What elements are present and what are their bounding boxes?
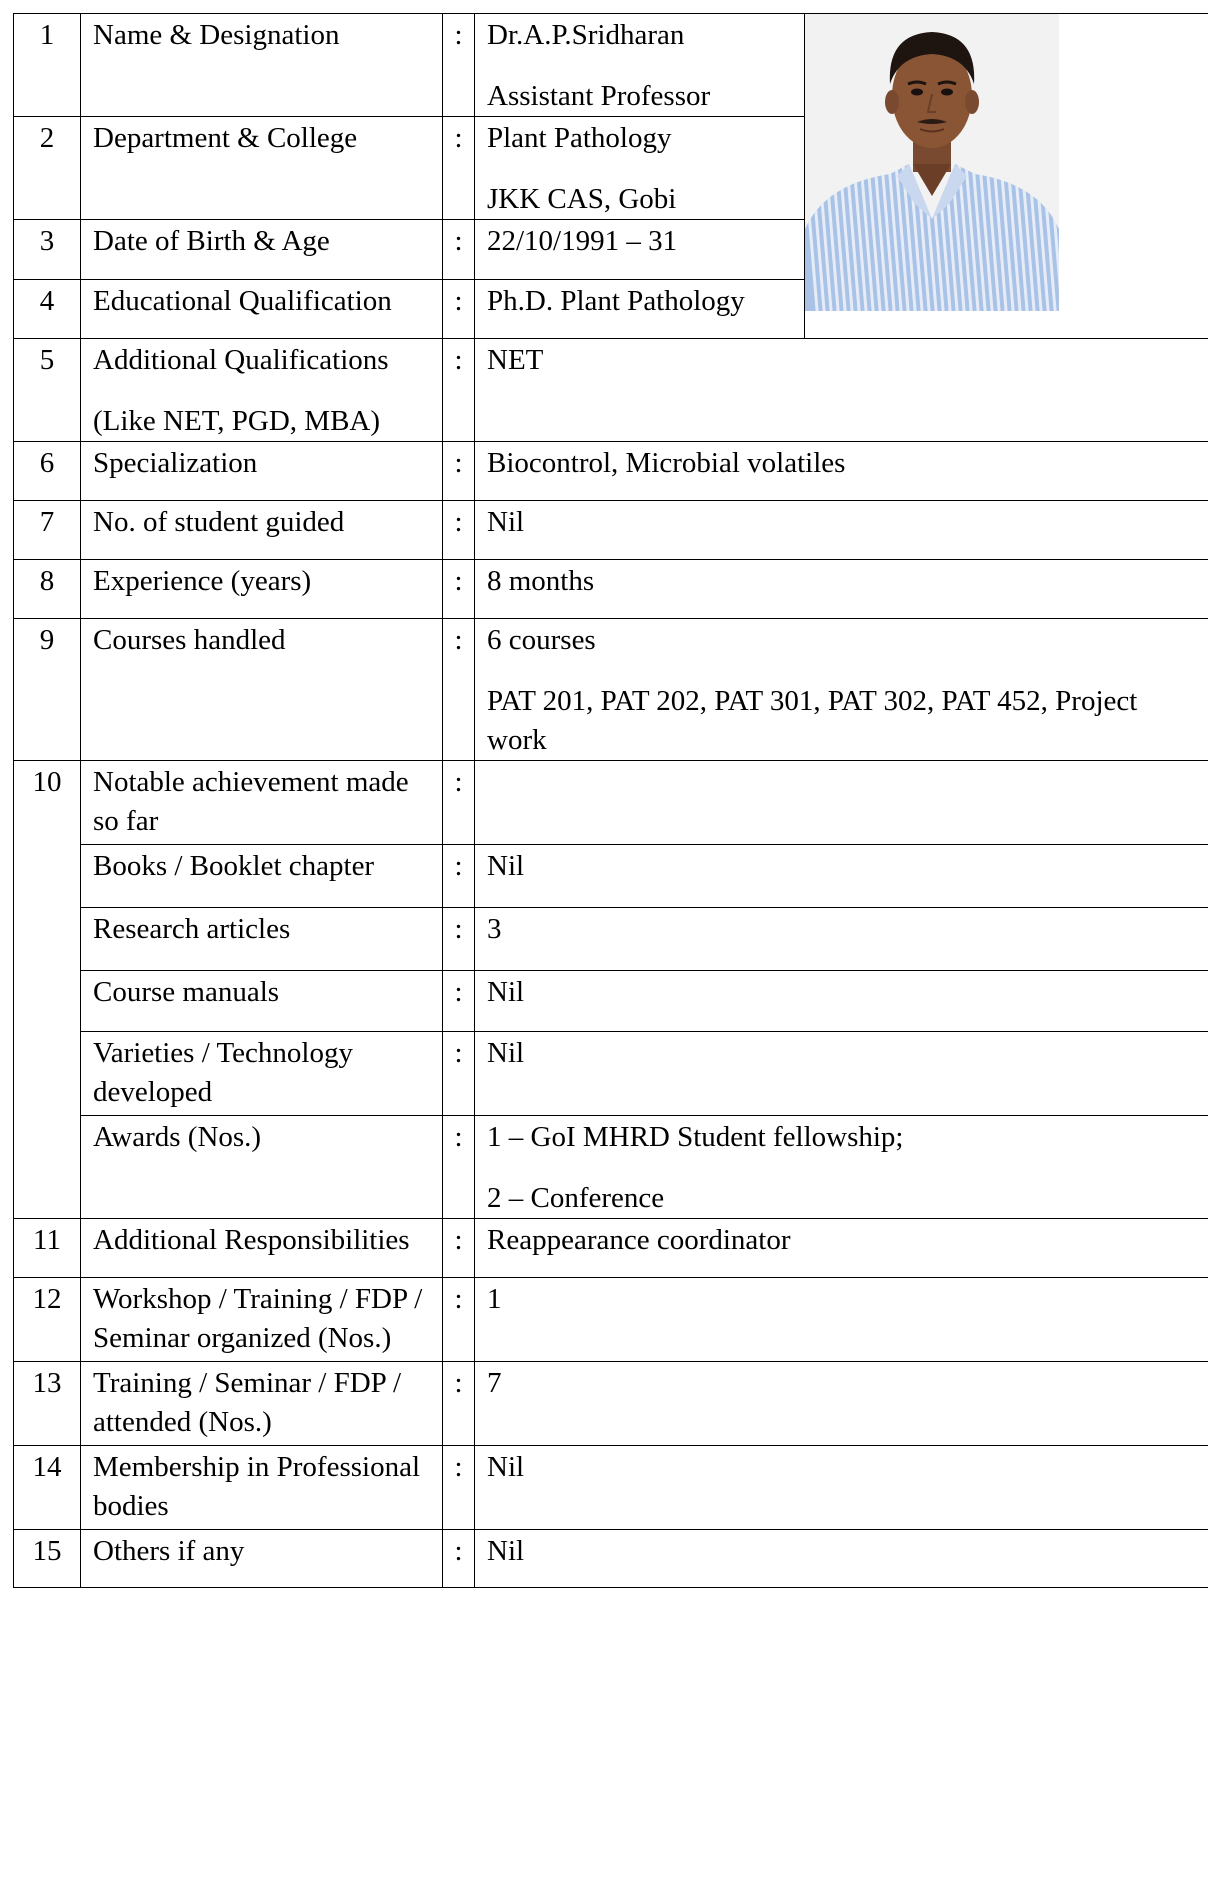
table-row	[14, 845, 1208, 908]
field-value	[475, 1446, 1208, 1530]
field-value-line: Nil	[487, 506, 525, 538]
colon-separator: :	[443, 1032, 475, 1116]
field-value	[475, 1362, 1208, 1446]
field-label	[81, 1278, 443, 1362]
table-row	[14, 971, 1208, 1032]
table-row	[14, 339, 1208, 442]
field-label	[81, 117, 443, 220]
row-number: 8	[14, 560, 81, 619]
field-label-line: Name & Designation	[93, 19, 340, 51]
field-value-line: Plant Pathology	[487, 122, 672, 154]
field-value-line: 22/10/1991 – 31	[487, 225, 678, 257]
field-value	[475, 14, 805, 117]
row-number: 12	[14, 1278, 81, 1362]
field-label	[81, 560, 443, 619]
field-value-line: 1 – GoI MHRD Student fellowship;	[487, 1121, 904, 1153]
field-value-line: 7	[487, 1367, 502, 1399]
field-value-line: Nil	[487, 976, 525, 1008]
field-value	[475, 1278, 1208, 1362]
colon-separator: :	[443, 1362, 475, 1446]
row-number	[14, 845, 81, 908]
field-value-line: Nil	[487, 1037, 525, 1069]
row-number: 1	[14, 14, 81, 117]
field-value	[475, 908, 1208, 971]
table-row	[14, 1219, 1208, 1278]
field-label	[81, 761, 443, 845]
colon-separator: :	[443, 117, 475, 220]
row-number: 15	[14, 1530, 81, 1588]
field-value-line: Assistant Professor	[487, 80, 711, 112]
colon-separator: :	[443, 1278, 475, 1362]
field-value	[475, 280, 805, 339]
field-value-line: JKK CAS, Gobi	[487, 183, 677, 215]
row-number: 9	[14, 619, 81, 761]
field-value-line: PAT 201, PAT 202, PAT 301, PAT 302, PAT 452, Project work	[487, 685, 1138, 756]
field-label	[81, 1530, 443, 1588]
field-value	[475, 442, 1208, 501]
field-label	[81, 14, 443, 117]
photo-cell	[805, 14, 1208, 339]
field-label-line: Notable achievement made so far	[93, 766, 409, 837]
field-value-line: Reappearance coordinator	[487, 1224, 791, 1256]
table-row	[14, 761, 1208, 845]
colon-separator: :	[443, 971, 475, 1032]
row-number: 6	[14, 442, 81, 501]
field-value	[475, 117, 805, 220]
field-value-line: 3	[487, 913, 502, 945]
colon-separator: :	[443, 442, 475, 501]
colon-separator: :	[443, 1219, 475, 1278]
field-label-line: Varieties / Technology developed	[93, 1037, 353, 1108]
line-spacer	[487, 55, 792, 77]
table-row	[14, 1278, 1208, 1362]
field-value	[475, 1530, 1208, 1588]
colon-separator: :	[443, 908, 475, 971]
field-label	[81, 1446, 443, 1530]
field-value	[475, 761, 1208, 845]
field-label-line: Additional Qualifications	[93, 344, 389, 376]
field-label	[81, 1362, 443, 1446]
colon-separator: :	[443, 619, 475, 761]
field-value	[475, 845, 1208, 908]
field-label	[81, 501, 443, 560]
field-label	[81, 1116, 443, 1219]
field-label-line: Educational Qualification	[93, 285, 392, 317]
field-label-line: Experience (years)	[93, 565, 312, 597]
field-label-line: Course manuals	[93, 976, 280, 1008]
field-label	[81, 908, 443, 971]
table-row	[14, 1032, 1208, 1116]
colon-separator: :	[443, 339, 475, 442]
colon-separator: :	[443, 560, 475, 619]
field-value	[475, 1116, 1208, 1219]
table-row	[14, 14, 1208, 117]
field-label-line: No. of student guided	[93, 506, 345, 538]
field-label	[81, 220, 443, 280]
row-number: 2	[14, 117, 81, 220]
row-number: 14	[14, 1446, 81, 1530]
field-value	[475, 220, 805, 280]
row-number	[14, 1032, 81, 1116]
faculty-profile-table	[13, 13, 1208, 1588]
table-row	[14, 908, 1208, 971]
row-number: 5	[14, 339, 81, 442]
field-label-line: Workshop / Training / FDP / Seminar organized (Nos.)	[93, 1283, 423, 1354]
colon-separator: :	[443, 1530, 475, 1588]
field-label-line: Department & College	[93, 122, 358, 154]
table-row	[14, 1530, 1208, 1588]
field-value	[475, 560, 1208, 619]
field-label	[81, 1032, 443, 1116]
field-value-line: Biocontrol, Microbial volatiles	[487, 447, 846, 479]
line-spacer	[487, 158, 792, 180]
field-value-line: NET	[487, 344, 544, 376]
colon-separator: :	[443, 501, 475, 560]
field-value	[475, 501, 1208, 560]
field-label-line: Courses handled	[93, 624, 286, 656]
row-number	[14, 1116, 81, 1219]
field-value	[475, 1032, 1208, 1116]
table-row	[14, 619, 1208, 761]
field-label-line: Others if any	[93, 1535, 245, 1567]
row-number: 10	[14, 761, 81, 845]
row-number: 13	[14, 1362, 81, 1446]
colon-separator: :	[443, 280, 475, 339]
field-label-line: Books / Booklet chapter	[93, 850, 375, 882]
field-label	[81, 339, 443, 442]
row-number: 11	[14, 1219, 81, 1278]
field-value-line: Nil	[487, 850, 525, 882]
field-label	[81, 845, 443, 908]
field-label-line: Date of Birth & Age	[93, 225, 330, 257]
field-label-line: (Like NET, PGD, MBA)	[93, 405, 381, 437]
line-spacer	[93, 380, 430, 402]
field-value-line: Ph.D. Plant Pathology	[487, 285, 745, 317]
field-label-line: Specialization	[93, 447, 258, 479]
colon-separator: :	[443, 220, 475, 280]
field-label	[81, 1219, 443, 1278]
field-label-line: Additional Responsibilities	[93, 1224, 410, 1256]
field-value	[475, 619, 1208, 761]
field-value-line: 6 courses	[487, 624, 596, 656]
field-value-line: 1	[487, 1283, 502, 1315]
portrait-photo	[805, 14, 1059, 311]
field-label	[81, 442, 443, 501]
line-spacer	[487, 660, 1196, 682]
field-value-line: Nil	[487, 1535, 525, 1567]
colon-separator: :	[443, 14, 475, 117]
row-number	[14, 908, 81, 971]
field-value-line: 8 months	[487, 565, 595, 597]
table-row	[14, 501, 1208, 560]
field-value	[475, 971, 1208, 1032]
field-label-line: Membership in Professional bodies	[93, 1451, 421, 1522]
row-number: 7	[14, 501, 81, 560]
field-label-line: Training / Seminar / FDP / attended (Nos.)	[93, 1367, 402, 1438]
field-value-line: Nil	[487, 1451, 525, 1483]
colon-separator: :	[443, 845, 475, 908]
table-row	[14, 1362, 1208, 1446]
colon-separator: :	[443, 761, 475, 845]
table-row	[14, 1446, 1208, 1530]
field-value	[475, 1219, 1208, 1278]
colon-separator: :	[443, 1446, 475, 1530]
colon-separator: :	[443, 1116, 475, 1219]
row-number: 3	[14, 220, 81, 280]
field-value	[475, 339, 1208, 442]
field-label-line: Research articles	[93, 913, 291, 945]
table-row	[14, 1116, 1208, 1219]
line-spacer	[487, 1157, 1196, 1179]
table-row	[14, 442, 1208, 501]
field-label	[81, 971, 443, 1032]
row-number	[14, 971, 81, 1032]
field-label	[81, 280, 443, 339]
field-value-line: 2 – Conference	[487, 1182, 665, 1214]
field-label	[81, 619, 443, 761]
row-number: 4	[14, 280, 81, 339]
field-label-line: Awards (Nos.)	[93, 1121, 262, 1153]
table-row	[14, 560, 1208, 619]
field-value-line: Dr.A.P.Sridharan	[487, 19, 685, 51]
